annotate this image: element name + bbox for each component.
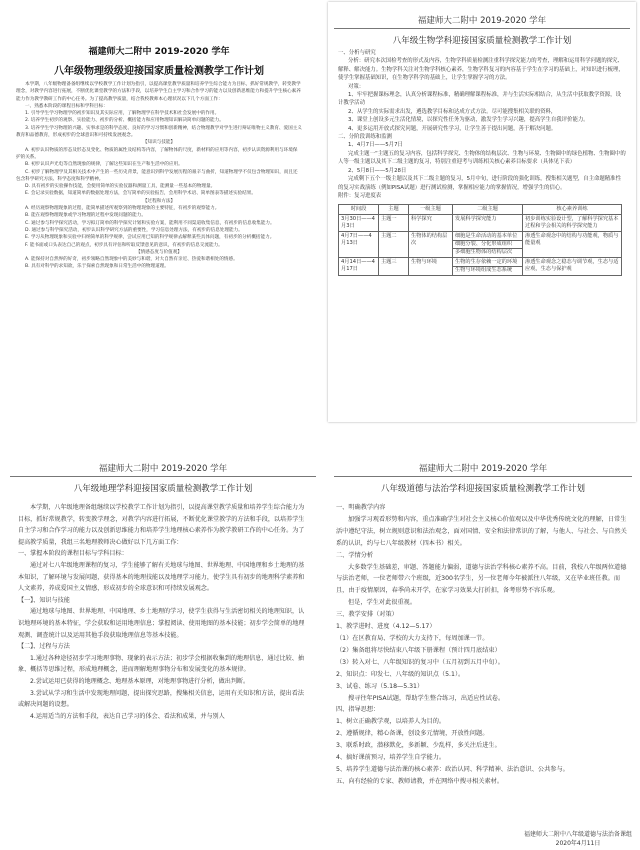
paragraph: 5、培养学生道德与法治课的核心素养：政治认同、科学精神、法治意识、公共参与。 xyxy=(336,765,569,773)
footer-organization: 福建师大二附中八年级道德与法治备课组 xyxy=(523,831,632,838)
paragraph: E. 会记录实验数据，知道简单的数据处理方法，会写简单的实验报告，会用科学术语、简单图表等描述实验结果。 xyxy=(25,191,256,197)
table-cell: 生物体的结构层次 xyxy=(409,232,453,258)
paragraph: 附件：复习进度表 xyxy=(338,192,382,199)
paragraph: 一、分析与研究 xyxy=(338,50,376,56)
page-title: 八年级道德与法治学科迎接国家质量检测教学工作计划 xyxy=(380,484,585,494)
table-row xyxy=(339,215,622,232)
document-body xyxy=(2,81,316,271)
paragraph: B. 初步认识声光电等自然现象的规律，了解这些知识在生产和生活中的应用。 xyxy=(25,162,183,168)
table-row xyxy=(339,258,622,276)
paragraph: 1.通过各种途径初步学习地理事物、现象的表示方法；初步学会根据收集到的地理信息，通过比较、抽象、概括等思维过程，形成地理概念，进而理解地理事物分布和发展变化的基本规律。 xyxy=(18,654,304,674)
header-divider xyxy=(334,476,632,477)
paragraph: 4、搞好课前预习，培养学生自学能力。 xyxy=(336,754,446,762)
paragraph: 完成主题一“主题五的复习内容，包括科学探究、生物体的结构层次、生物与环境、生物圈中的绿色植物、生物圈中的人等一级主题以及其下二级主题的复习，特别注重迎考与训练相关核心素养目标要求（具体见下表） xyxy=(338,150,626,166)
table-header-cell: 一级主题 xyxy=(409,205,453,215)
paragraph: 【情感态度与价值观】 xyxy=(136,249,182,255)
paragraph: 二、学情分析 xyxy=(336,551,374,559)
document-body xyxy=(328,49,636,200)
paragraph: 五、向有经验的专家、教师请教，并在网络中搜寻相关素材。 xyxy=(336,777,504,785)
paragraph: 【知识与技能】 xyxy=(142,140,176,146)
secondary-theme: 细胞分裂、分化形成组织 xyxy=(453,240,522,248)
table-cell: 初步训练实验设计型，了解科学探究基本过程和学会相关的科学探究能力 xyxy=(523,215,622,232)
paragraph: 4.运用适当的方法和手段，表达自己学习的体会、看法和成果，并与别人 xyxy=(30,712,225,720)
secondary-theme: 发展科学探究能力 xyxy=(455,216,497,223)
paragraph: 大多数学生基础差，审题、答题能力偏弱，道德与法治学科核心素养不高。目前，我校八年级两位道德与法治老师，一位老师带六个班级，近300名学生，另一位老师今年被派往八年级，又在毕业班任教。而且，由于疫情原因，春季尚未开学，在家学习效果大打折扣，备考形势不容乐观。 xyxy=(336,563,627,595)
paragraph: （3）转入对七、八年级知识的复习中（五月初到五月中旬）。 xyxy=(336,658,504,666)
paragraph: 通过对七八年级地理课程的复习，学生能够了解有关地球与地图、世界地理、中国地理和乡土地理的基本知识，了解环境与发展问题，获得基本的地理技能以及地理学习能力，使学生具有初步的地理科学素养和人文素养，养成爱国主义情感，形成初步的全球意识和可持续发展观念。 xyxy=(18,561,305,593)
paragraph: A. 能保持对自然界的好奇，初步领略自然现象中的美妙与和谐，对大自然有亲近、热爱和谐相处的情感。 xyxy=(25,257,238,263)
paragraph: 1、4月7日——5月7日 xyxy=(348,142,403,149)
secondary-theme: 生物与环境组成生态系统 xyxy=(453,266,522,274)
paragraph: 2、知识点：印发七、八年级的知识点（5.1）。 xyxy=(336,670,465,678)
paragraph: （1）在区教育局、学校的大力支持下，每周加课一节。 xyxy=(336,634,489,642)
paragraph: （2）集备组将尽快结束八年级下册课程（预计四月底结束） xyxy=(336,646,501,654)
paragraph: 完成剩下五个一级主题以及其下二级主题的复习，5月中旬，进行阶段的强化训练，搜集相关题型，自主命题精准性的复习实战演练（例如PISA试题）进行测试检测，掌握相应能力的掌握情况，增强学生的信心。 xyxy=(338,176,621,191)
paragraph: 一、明确教学内容 xyxy=(336,504,386,511)
paragraph: B. 能在观察物理现象或学习物理的过程中发现问题的能力。 xyxy=(25,213,146,219)
paragraph: 【过程和方法】 xyxy=(142,198,176,204)
paragraph: 1、树立正确教学观，以培养人为目的。 xyxy=(336,718,446,726)
document-footer xyxy=(524,830,632,848)
table-header-cell: 核心素养训练 xyxy=(523,205,622,215)
table-cell: 4月14日——4月17日 xyxy=(339,258,379,276)
table-cell: 渗透生命观念之稳态与调节观，生态与适应观，生态与保护观 xyxy=(523,258,622,276)
footer-date: 2020年4月11日 xyxy=(555,840,601,847)
paragraph: 【一】、知识与技能 xyxy=(18,596,70,604)
table-header-row xyxy=(339,205,622,215)
paragraph: 3、联系时政，潜移默化，多新颖、少乱样，多关注后进生。 xyxy=(336,742,501,750)
table-cell: 主题三 xyxy=(379,258,409,276)
table-header-cell: 主题 xyxy=(379,205,409,215)
document-page-morality-law xyxy=(328,448,638,848)
paragraph: F. 能书面或口头表达自己的观点，初步具有评估和听取反馈意见的意识，有初步的信息交流能力。 xyxy=(25,242,223,248)
paragraph: 本学期，八年级地理备组继续以学校教学工作计划为指引，以提高课堂教学质量和培养学生综合能力为目标，抓好常规教学，转变教学理念，对教学内容进行拓展，不断优化课堂教学的方法和手段，以培养学生自主学习和合作学习的能力以及创新思维能力和培养学生地理核心素养作为教学教研工作的中心任务。为了提高教学质量，我组三名地理教师决心做好以下几方面工作： xyxy=(18,504,305,546)
paragraph: 搜寻往年PISA试题，帮助学生整合练习，出适应性试卷。 xyxy=(348,694,505,702)
paragraph: 3. 培养学生学习物理的兴趣、实事求是的科学态度、良好的学习习惯和创新精神，结合物理教学对学生进行辩证唯物主义教育、爱国主义教育和品德教育，形成初步的全球意识和可持续发展观念。 xyxy=(16,125,302,139)
secondary-theme: 生物的生存依赖一定的环境 xyxy=(455,259,518,266)
paragraph: E. 学习从物理现象和实验中归纳简单的科学规律，尝试应用已知的科学规律去解释某些具体问题，有初步的分析概括能力。 xyxy=(25,235,275,241)
paragraph: 二、分阶段训练和监测 xyxy=(338,134,392,141)
paragraph: 4、更多运用开放式探究问题，开展研究性学习，让学生善于提出问题，善于解决问题。 xyxy=(348,125,557,132)
header-divider xyxy=(10,476,316,477)
paragraph: 但是，学生对此很重视。 xyxy=(348,599,417,607)
secondary-theme: 细胞是生命活动的基本单位 xyxy=(455,233,518,240)
table-cell: 主题一 xyxy=(379,215,409,232)
page-title: 八年级生物学科迎接国家质量检测教学工作计划 xyxy=(392,36,572,46)
paragraph: 分析：研究本次国检考查的形式及内容，生物学科质量检测注重科学探究能力的考查，理解和运用科学问题的探究、解释、解决能力。生物学科关注对生物学科核心素养，生物学科复习的内容基于学生在学习的基础上，对知识进行梳理，使学生掌握基础知识，在生物学科学的基础上，让学生掌握学习的方法。 xyxy=(338,58,624,82)
table-cell xyxy=(453,215,523,232)
header-divider xyxy=(334,28,630,29)
table-cell xyxy=(453,258,523,276)
table-cell: 渗透生命观念中的结构与功能观，物质与能量观 xyxy=(523,232,622,258)
paragraph: 一、熟悉本阶段的课程目标和学科目标： xyxy=(25,103,108,109)
paragraph: 3、试卷、练习（5.18—5.31） xyxy=(336,682,424,690)
page-title: 八年级物理级级迎接国家质量检测教学工作计划 xyxy=(54,66,264,77)
document-page-biology xyxy=(328,2,636,422)
paragraph: 对策： xyxy=(348,83,365,90)
paragraph: D. 通过参与科学探究活动，初步认识科学研究方法的重要性，学习信息处理方法，有初步的信息处理能力。 xyxy=(25,227,243,233)
paragraph: D. 具有初步的实验操作技能，会使用简单的实验仪器和测量工具，能测量一些基本的物理量。 xyxy=(25,184,216,190)
table-header-cell: 二级主题 xyxy=(453,205,523,215)
table-cell: 4月7日——4月13日 xyxy=(339,232,379,258)
paragraph: 3、课堂上创设多元生活化情境，以探究性任务为驱动，激发学生学习兴趣，提高学生自我评价能力。 xyxy=(348,117,589,124)
table-cell: 科学探究 xyxy=(409,215,453,232)
table-cell: 生物与环境 xyxy=(409,258,453,276)
page-header: 福建师大二附中 2019-2020 学年 xyxy=(417,16,547,26)
paragraph: 2.尝试运用已获得的地理概念、地理基本原理，对地理事物进行分析，做出判断。 xyxy=(30,677,250,685)
page-header: 福建师大二附中 2019-2020 学年 xyxy=(98,464,228,474)
page-title: 八年级地理学科迎接国家质量检测教学工作计划 xyxy=(73,484,253,494)
paragraph: A. 初步认识物质的形态及形态及变化、物质的属性及结构等内容，了解物体的尺度，新材料的应用等内容，初步认识资源利用与环境保护的关系。 xyxy=(16,147,298,160)
document-page-geography xyxy=(4,448,322,848)
paragraph: 三、教学安排（对策） xyxy=(336,611,398,619)
document-page-physics xyxy=(2,2,316,442)
paragraph: 通过地球与地图、世界地理、中国地理、乡土地理的学习，使学生获得与生活密切相关的地理知识，认识地理环境的基本特征，学会获取和运用地理信息；掌握阅读、使用地图的基本技能；初步学会简单的地理观测、调查统计以及运用其他手段获取地理信息等基本技能。 xyxy=(18,608,305,639)
review-schedule-table xyxy=(338,204,622,276)
paragraph: 1、教学进时、进度（4.12—5.17） xyxy=(336,623,436,631)
secondary-theme: 多细胞生物体的结构层次 xyxy=(453,248,522,256)
paragraph: 2. 培养学生初步的观察、实验能力、初步的分析、概括能力和应用物理知识解决简单问题的能力。 xyxy=(25,118,224,124)
paragraph: 1、牢牢把握课标理念，认真分析课程标准，精确理解课程标准，并与生活实际相结合，从生活中获取教学资源，设计教学活动 xyxy=(338,92,621,107)
paragraph: 2、从学生的实际需求出发，遴选教学目标和达成方式方法。尽可能搜集相关联的资料， xyxy=(348,108,557,115)
paragraph: 2、遵循规律，精心备课，创设多元情境，开放性问题。 xyxy=(336,730,489,738)
table-row xyxy=(339,232,622,258)
paragraph: A. 经历观察物理现象的过程，能简单描述所观察到的物理现象的主要特征，有初步的观察能力。 xyxy=(25,206,220,212)
paragraph: 1. 引导学生学习物理学的初步知识及其实际应用，了解物理学在科学技术和社会发展中的作用。 xyxy=(25,111,220,117)
paragraph: 【二】、过程与方法 xyxy=(18,643,70,651)
document-body xyxy=(4,502,322,722)
table-cell xyxy=(453,232,523,258)
page-header: 福建师大二附中 2019-2020 学年 xyxy=(418,464,548,474)
page-header: 福建师大二附中 2019-2020 学年 xyxy=(88,47,230,57)
paragraph: C. 初步了解物理学及其相关技术中产生的一些历史背景，能意识到科学发展历程的艰辛与曲折，知道物理学不仅包含物理知识，而且还包含科学研究方法、科学态度和科学精神。 xyxy=(16,169,298,182)
table-cell: 3月30日——4月3日 xyxy=(339,215,379,232)
paragraph: 一、掌握本阶段的课程目标与学科目标： xyxy=(18,550,128,558)
paragraph: 2、5月8日——5月28日 xyxy=(348,167,407,174)
paragraph: 3.尝试从学习和生活中发现地理问题，提出探究思路，搜集相关信息，运用有关知识和方法，提出看法或解决问题的设想。 xyxy=(18,689,304,709)
table-header-cell: 时间段 xyxy=(339,205,379,215)
table-cell: 主题二 xyxy=(379,232,409,258)
paragraph: C. 通过参与科学探究活动，学习拟订简单的科学探究计划和实验方案，能利用不同渠道收集信息，有初步的信息收集能力。 xyxy=(25,220,275,226)
paragraph: 本学期，八年级物理备备组继续以学校教学工作计划为指引，以提高课堂教学质量和培养学生综合能力为目标，抓好常规教学，转变教学理念，对教学内容进行拓展，不断优化课堂教学的方法和手段，以培养学生自主学习和合作学习的能力以及创新思维能力和提升学生核心素养能力作为教学教研工作的中心任务。为了提高教学质量，结合我校教师本心理状况以下几个方面工作： xyxy=(16,82,301,102)
document-body xyxy=(328,502,638,788)
paragraph: 加强学习观看形势和内容，重点准确学生对社会主义核心价值观以及中华优秀传统文化的理解，日常生活中遵纪守法，树立规则意识和法治观念，面对国情、安全和法律常识的了解，与他人、与社会、与自然关系的认识，约与七八年级教材（四本书）相关。 xyxy=(336,515,627,547)
paragraph: 四、指导思想： xyxy=(336,706,380,714)
paragraph: B. 具有对科学的求知欲，乐于探索自然现象和日常生活中的物理道理。 xyxy=(25,264,169,270)
